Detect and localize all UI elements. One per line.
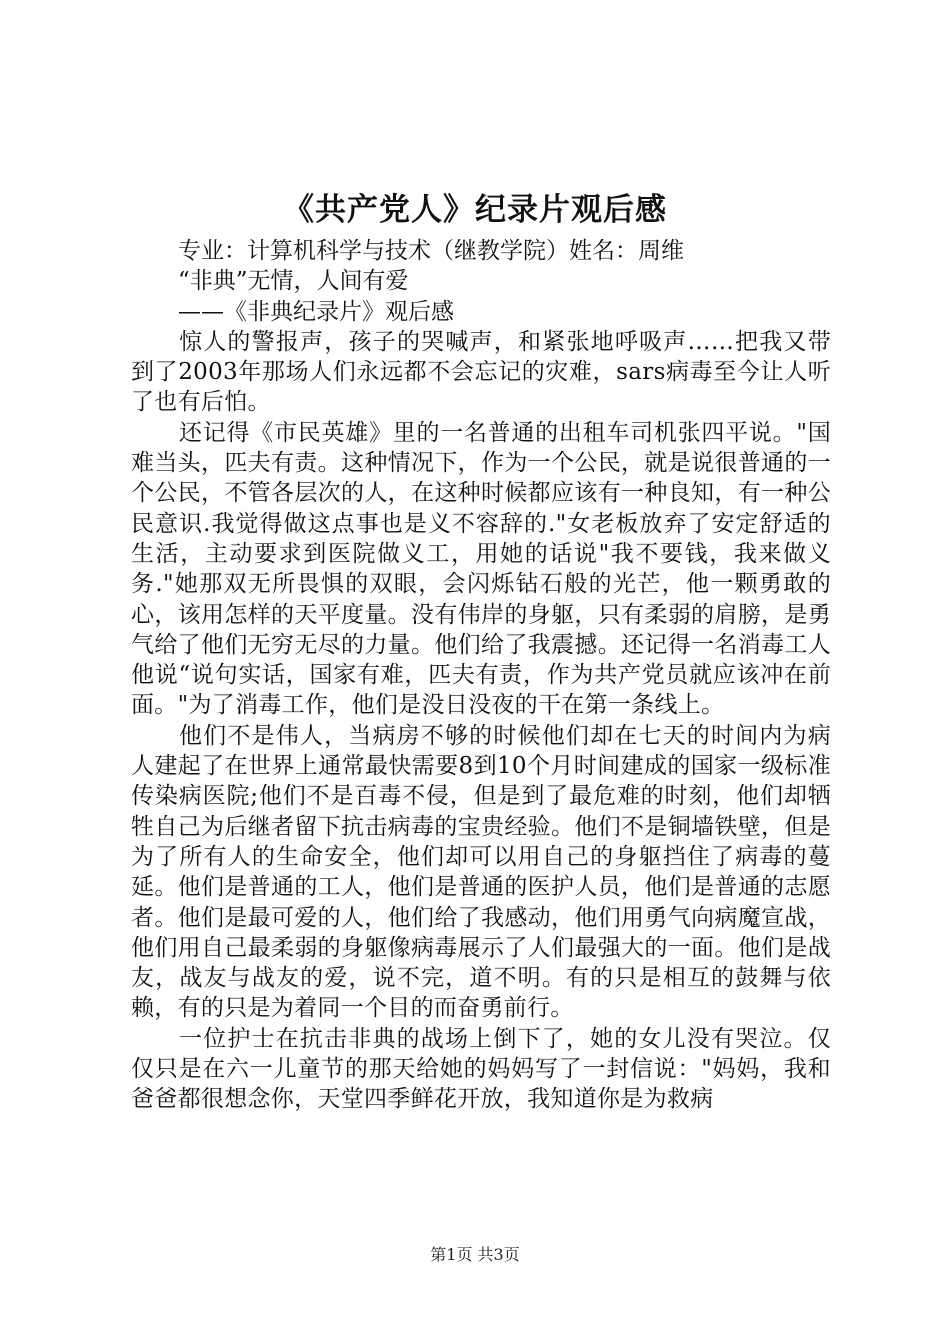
- page-footer: 第1页 共3页: [430, 1245, 520, 1264]
- paragraph-4: 一位护士在抗击非典的战场上倒下了，她的女儿没有哭泣。仅仅只是在六一儿童节的那天给她的妈妈写了一封信说："妈妈，我和爸爸都很想念你，天堂四季鲜花开放，我知道你是为救病: [131, 1025, 831, 1113]
- document-title: 《共产党人》纪录片观后感: [283, 192, 667, 228]
- paragraph-2: 还记得《市民英雄》里的一名普通的出租车司机张四平说。"国难当头，匹夫有责。这种情况下，作为一个公民，就是说很普通的一个公民，不管各层次的人，在这种时候都应该有一种良知，有一种公民意识.我觉得做这点事也是义不容辞的."女老板放弃了安定舒适的生活，主动要求到医院做义工，用她的话说"我不要钱，我来做义务."她那双无所畏惧的双眼，会闪烁钻石般的光芒，他一颗勇敢的心，该用怎样的天平度量。没有伟岸的身躯，只有柔弱的肩膀，是勇气给了他们无穷无尽的力量。他们给了我震撼。还记得一名消毒工人他说“说句实话，国家有难，匹夫有责，作为共产党员就应该冲在前面。"为了消毒工作，他们是没日没夜的干在第一条线上。: [131, 419, 831, 719]
- essay-subtitle: “非典”无情，人间有爱: [178, 268, 409, 295]
- paragraph-3: 他们不是伟人，当病房不够的时候他们却在七天的时间内为病人建起了在世界上通常最快需要8到10个月时间建成的国家一级标准传染病医院;他们不是百毒不侵，但是到了最危难的时刻，他们却牺牲自己为后继者留下抗击病毒的宝贵经验。他们不是铜墙铁壁，但是为了所有人的生命安全，他们却可以用自己的身躯挡住了病毒的蔓延。他们是普通的工人，他们是普通的医护人员，他们是普通的志愿者。他们是最可爱的人，他们给了我感动，他们用勇气向病魔宣战，他们用自己最柔弱的身躯像病毒展示了人们最强大的一面。他们是战友，战友与战友的爱，说不完，道不明。有的只是相互的鼓舞与依赖，有的只是为着同一个目的而奋勇前行。: [131, 722, 831, 1022]
- author-line: 专业：计算机科学与技术（继教学院）姓名：周维: [178, 238, 684, 264]
- document-body: [131, 236, 831, 1115]
- paragraph-1: 惊人的警报声，孩子的哭喊声，和紧张地呼吸声……把我又带到了2003年那场人们永远都不会忘记的灾难，sars病毒至今让人听了也有后怕。: [131, 328, 831, 416]
- essay-subheading: ——《非典纪录片》观后感: [178, 298, 454, 325]
